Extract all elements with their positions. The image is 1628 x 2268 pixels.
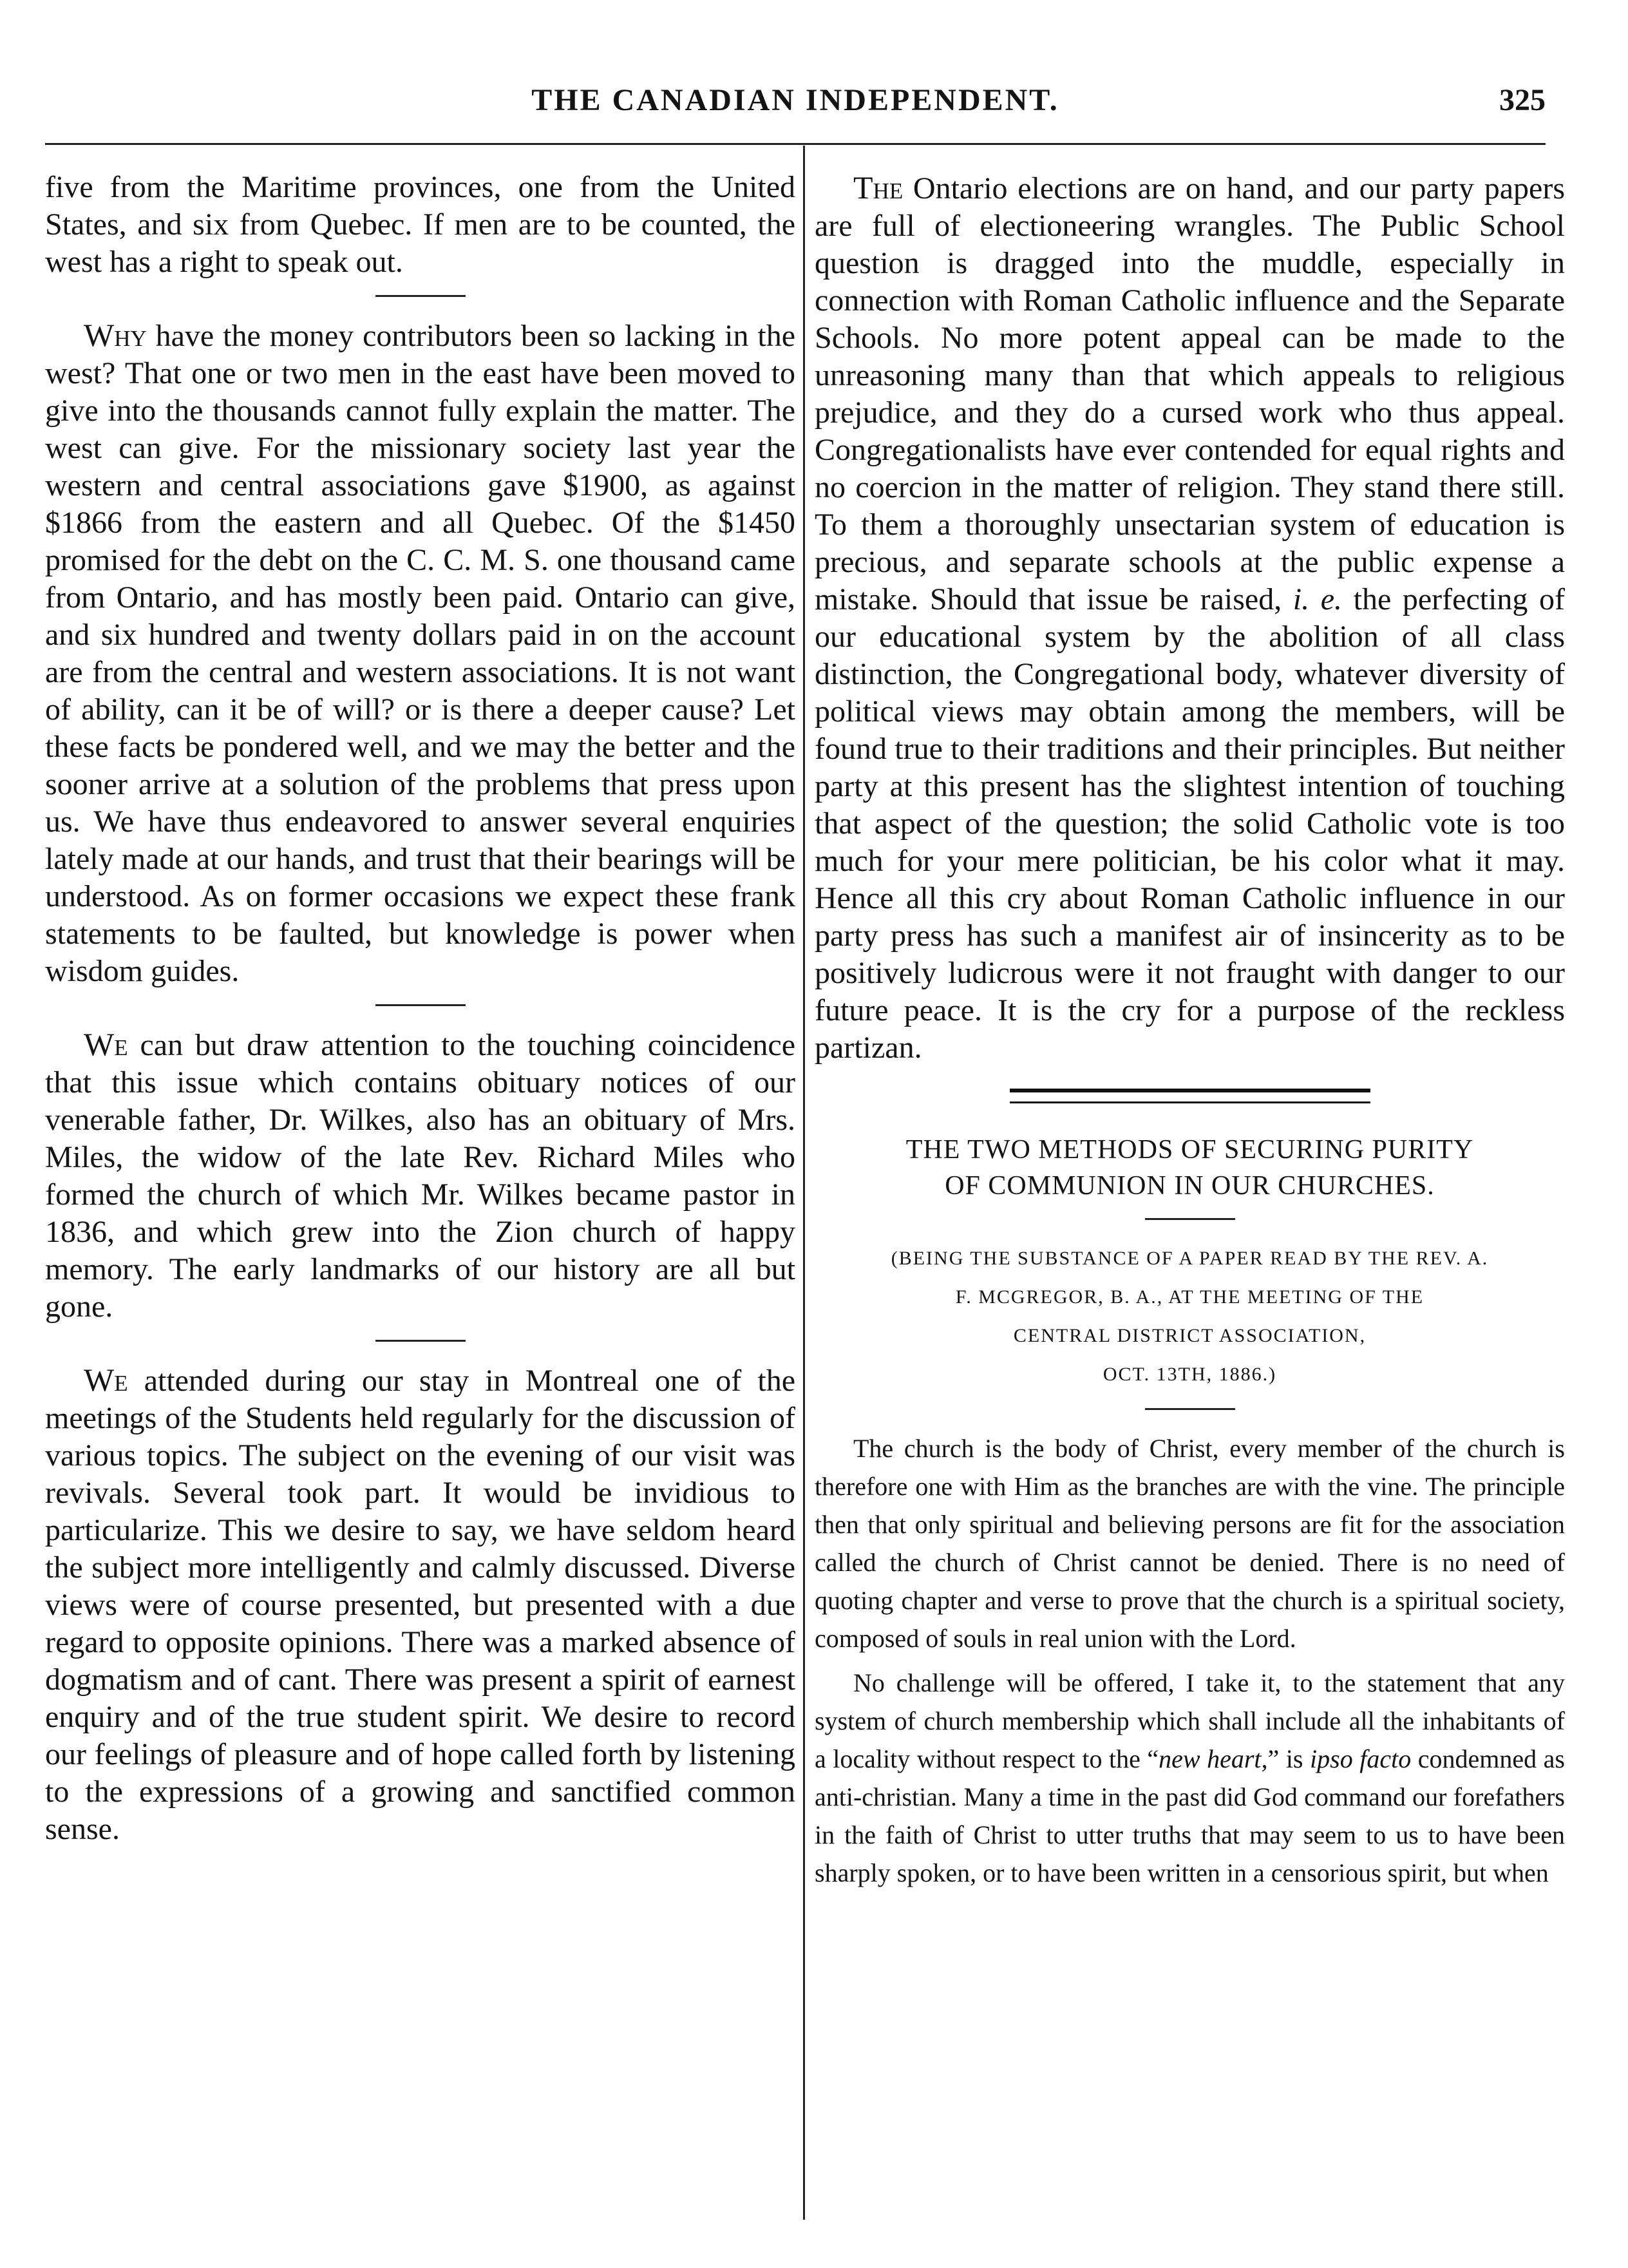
article-title-line: THE TWO METHODS OF SECURING PURITY — [905, 1135, 1474, 1165]
article-separator — [1010, 1089, 1370, 1103]
article-subtitle-line: F. MCGREGOR, B. A., AT THE MEETING OF THE — [955, 1286, 1424, 1308]
right-column — [815, 169, 1565, 1892]
italic-phrase: new heart, — [1159, 1744, 1268, 1773]
paragraph-text: Ontario elections are on hand, and our party papers are full of electioneering wrangles. The Public School question is dragged into the muddle, especially in connection with Roman Catholic influence and the Separate Schools. No more potent appeal can be made to the unreasoning many than that which appeals to religious prejudice, and they do a cursed work who thus appeal. Congregationalists have ever contended for equal rights and no coercion in the matter of religion. They stand there still. To them a thoroughly unsectarian system of education is precious, and separate schools at the public expense a mistake. Should that issue be raised, — [815, 171, 1565, 616]
paragraph-montreal — [45, 1361, 795, 1848]
paragraph-elections — [815, 169, 1565, 1067]
section-rule — [375, 1004, 466, 1006]
article-subtitle — [815, 1239, 1565, 1394]
section-rule — [375, 295, 466, 297]
lead-word: We — [84, 1362, 128, 1398]
lead-word: Why — [84, 317, 147, 353]
paragraph-text: attended during our stay in Montreal one of the meetings of the Students held regularly for the discussion of various topics. The subject on the evening of our visit was revivals. Several took part. It would be invidious to particularize. This we desire to say, we have seldom heard the subject more intelligently and calmly discussed. Diverse views were of course presented, but presented with a due regard to opposite opinions. There was a marked absence of dogmatism and of cant. There was present a spirit of earnest enquiry and of the true student spirit. We desire to record our feelings of pleasure and of hope called forth by listening to the expressions of a growing and sanctified common sense. — [45, 1364, 795, 1846]
paragraph-text: ” is — [1267, 1744, 1311, 1773]
left-column — [45, 169, 795, 1848]
paragraph-text: have the money contributors been so lacking in the west? That one or two men in the east have been moved to give into the thousands cannot fully explain the matter. The west can give. For the missionary society last year the western and central associations gave $1900, as against $1866 from the eastern and all Quebec. Of the $1450 promised for the debt on the C. C. M. S. one thousand came from Ontario, and has mostly been paid. Ontario can give, and six hundred and twenty dollars paid in on the account are from the central and western associations. It is not want of ability, can it be of will? or is there a deeper cause? Let these facts be pondered well, and we may the better and the sooner arrive at a solution of the problems that press upon us. We have thus endeavored to answer several enquiries lately made at our hands, and trust that their bearings will be understood. As on former occasions we expect these frank statements to be faulted, but knowledge is power when wisdom guides. — [45, 319, 795, 988]
paragraph-text: the perfecting of our educational system by the abolition of all class distinction, the Congregational body, whatever diversity of political views may obtain among the members, will be found true to their traditions and their principles. But neither party at this present has the slightest intention of touching that aspect of the question; the solid Catholic vote is too much for your mere politician, be his color what it may. Hence all this cry about Roman Catholic influence in our party press has such a manifest air of insincerity as to be positively ludicrous were it not fraught with danger to our future peace. It is the cry for a purpose of the reckless partizan. — [815, 582, 1566, 1065]
paragraph-contributors — [45, 316, 795, 990]
section-rule — [375, 1340, 466, 1342]
paragraph-obituary — [45, 1025, 795, 1326]
paragraph-text: can but draw attention to the touching coincidence that this issue which contains obituary notices of our venerable father, Dr. Wilkes, also has an obituary of Mrs. Miles, the widow of the late Rev. Richard Miles who formed the church of which Mr. Wilkes became pastor in 1836, and which grew into the Zion church of happy memory. The early landmarks of our history are all but gone. — [45, 1028, 795, 1324]
column-divider — [803, 146, 805, 2220]
article-title-line: OF COMMUNION IN OUR CHURCHES. — [945, 1171, 1435, 1201]
journal-title: THE CANADIAN INDEPENDENT. — [531, 83, 1059, 117]
abbrev-ie: i. e. — [1292, 582, 1343, 616]
italic-phrase: ipso facto — [1310, 1744, 1412, 1773]
paragraph-text: condemned as anti-christian. Many a time in the past did God command our forefathers in the faith of Christ to utter truths that may seem to us to have been sharply spoken, or to have been written in a censorious spirit, but when — [815, 1744, 1565, 1887]
page-header — [45, 77, 1546, 129]
title-rule — [1145, 1218, 1235, 1220]
lead-word: The — [853, 169, 904, 205]
article-subtitle-line: (BEING THE SUBSTANCE OF A PAPER READ BY THE REV. A. — [891, 1248, 1489, 1269]
header-rule — [45, 143, 1546, 145]
article-subtitle-line: OCT. 13TH, 1886.) — [1103, 1364, 1277, 1385]
article-paragraph — [815, 1664, 1565, 1892]
paragraph-continued: five from the Maritime provinces, one from the United States, and six from Quebec. If men are to be counted, the west has a right to speak out. — [45, 170, 795, 279]
article-subtitle-line: CENTRAL DISTRICT ASSOCIATION, — [1013, 1325, 1367, 1346]
article-title — [815, 1132, 1565, 1204]
page-number: 325 — [1499, 83, 1546, 117]
article-paragraph: The church is the body of Christ, every member of the church is therefore one with Him as the branches are with the vine. The principle then that only spiritual and believing persons are fit for the association called the church of Christ cannot be denied. There is no need of quoting chapter and verse to prove that the church is a spiritual society, composed of souls in real union with the Lord. — [815, 1434, 1565, 1653]
subtitle-rule — [1145, 1408, 1235, 1410]
lead-word: We — [84, 1026, 128, 1062]
paragraph-text: No challenge will be offered, I take it, to the statement that any system of church membership which shall include all the inhabitants of a locality without respect to the “ — [815, 1668, 1565, 1773]
